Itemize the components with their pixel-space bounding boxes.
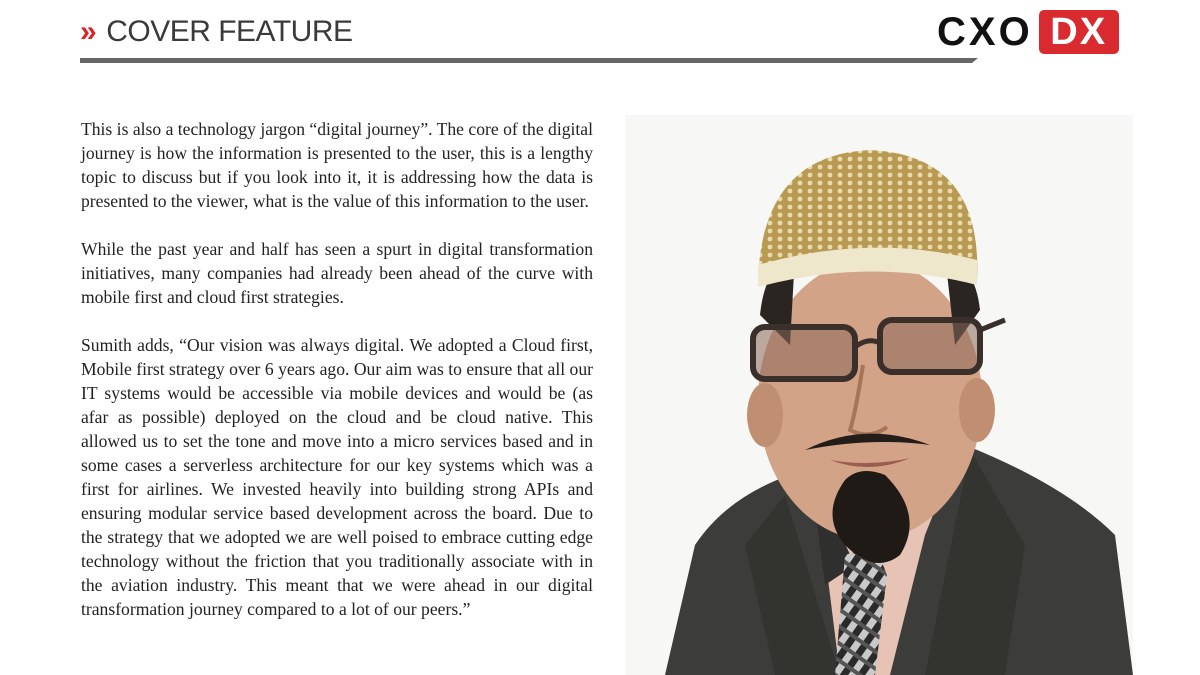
article-paragraph: This is also a technology jargon “digital journey”. The core of the digital journey is how the information is presented to the user, this is a lengthy topic to discuss but if you look into it, it is addressing how the data is presented to the viewer, what is the value of this information to the user. — [81, 119, 593, 211]
article-paragraph: Sumith adds, “Our vision was always digital. We adopted a Cloud first, Mobile first strategy over 6 years ago. Our aim was to ensure that all our IT systems would be accessible via mobile devices and would be (as afar as possible) deployed on the cloud and be cloud native. This allowed us to set the tone and move into a micro services based and in some cases a serverless architecture for our key systems which was a first for airlines. We invested heavily into building strong APIs and ensuring modular service based development across the board. Due to the strategy that we adopted we are well poised to embrace cutting edge technology without the friction that you traditionally associate with in the aviation industry. This meant that we were ahead in our digital transformation journey compared to a lot of our peers.” — [81, 335, 593, 619]
article-paragraph: While the past year and half has seen a spurt in digital transformation initiatives, many companies had already been ahead of the curve with mobile first and cloud first strategies. — [81, 239, 593, 307]
portrait-illustration — [625, 115, 1133, 675]
header-rule — [80, 58, 972, 63]
logo-dx-text: DX — [1050, 11, 1108, 53]
article-body — [81, 117, 593, 645]
brand-logo — [937, 10, 1119, 54]
chevron-right-icon: » — [80, 15, 97, 48]
section-title — [80, 14, 353, 50]
page-header — [0, 0, 1200, 70]
portrait-photo — [625, 115, 1133, 675]
section-title-text: COVER FEATURE — [106, 15, 353, 48]
logo-dx-badge — [1039, 10, 1119, 54]
logo-cxo-text: CXO — [937, 10, 1033, 54]
